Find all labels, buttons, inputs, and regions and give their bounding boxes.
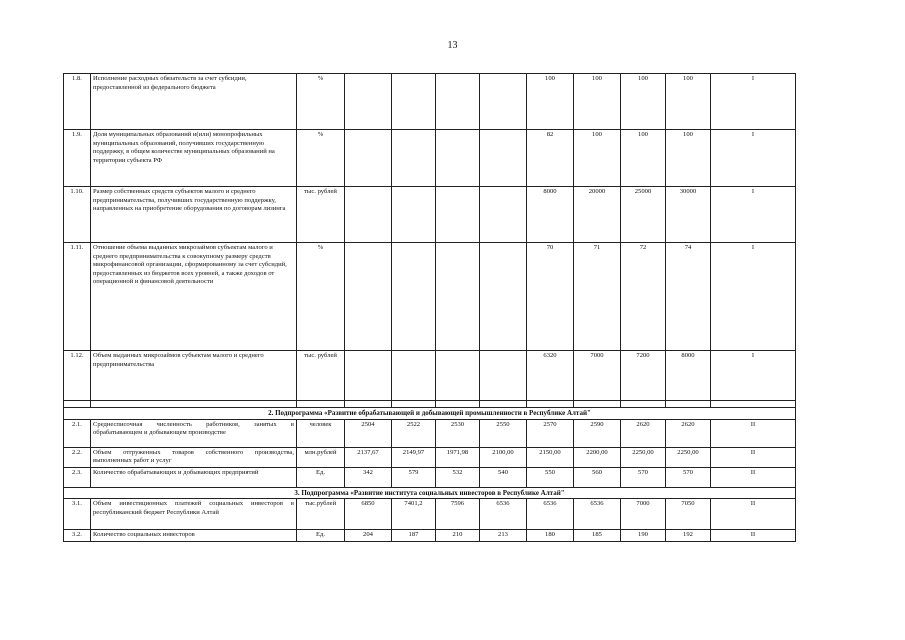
empty-cell <box>392 401 436 408</box>
indicator-type: I <box>711 351 796 401</box>
value-cell: 2137,67 <box>345 447 392 467</box>
indicator-type: II <box>711 419 796 447</box>
section-header-2 <box>64 408 796 420</box>
value-cell: 570 <box>621 467 666 487</box>
value-cell <box>436 187 480 243</box>
indicator-name: Количество социальных инвесторов <box>91 530 297 542</box>
value-cell <box>480 187 527 243</box>
indicator-type: I <box>711 187 796 243</box>
value-cell: 6536 <box>527 499 574 530</box>
row-number: 2.1. <box>64 419 91 447</box>
value-cell: 204 <box>345 530 392 542</box>
value-cell: 6536 <box>480 499 527 530</box>
spacer-row <box>64 401 796 408</box>
indicator-name: Объем отгруженных товаров собственного производства, выполненных работ и услуг <box>91 447 297 467</box>
table-row <box>64 419 796 447</box>
row-number: 1.9. <box>64 130 91 187</box>
value-cell <box>480 351 527 401</box>
value-cell <box>392 351 436 401</box>
value-cell <box>480 243 527 351</box>
value-cell: 579 <box>392 467 436 487</box>
value-cell <box>345 243 392 351</box>
value-cell <box>480 74 527 130</box>
value-cell <box>345 74 392 130</box>
indicator-type: II <box>711 499 796 530</box>
value-cell: 6320 <box>527 351 574 401</box>
indicators-table <box>63 73 796 542</box>
unit-cell: % <box>297 74 345 130</box>
table-row <box>64 187 796 243</box>
empty-cell <box>711 401 796 408</box>
table-row <box>64 499 796 530</box>
value-cell: 100 <box>527 74 574 130</box>
indicator-type: I <box>711 130 796 187</box>
row-number: 3.1. <box>64 499 91 530</box>
table-row <box>64 351 796 401</box>
indicator-name: Исполнение расходных обязательств за счет субсидии, предоставленной из федерального бюджета <box>91 74 297 130</box>
value-cell: 100 <box>666 130 711 187</box>
value-cell: 74 <box>666 243 711 351</box>
empty-cell <box>527 401 574 408</box>
indicator-name: Объем выданных микрозаймов субъектам малого и среднего предпринимательства <box>91 351 297 401</box>
empty-cell <box>480 401 527 408</box>
value-cell <box>392 74 436 130</box>
table-row <box>64 467 796 487</box>
value-cell: 2522 <box>392 419 436 447</box>
value-cell: 100 <box>574 74 621 130</box>
value-cell <box>436 74 480 130</box>
value-cell: 2100,00 <box>480 447 527 467</box>
value-cell: 540 <box>480 467 527 487</box>
section-header-3 <box>64 487 796 499</box>
table-row <box>64 447 796 467</box>
table-row <box>64 74 796 130</box>
value-cell: 560 <box>574 467 621 487</box>
value-cell <box>345 130 392 187</box>
value-cell <box>345 351 392 401</box>
indicator-type: II <box>711 467 796 487</box>
value-cell: 8000 <box>666 351 711 401</box>
value-cell: 72 <box>621 243 666 351</box>
value-cell <box>345 187 392 243</box>
value-cell: 70 <box>527 243 574 351</box>
unit-cell: % <box>297 130 345 187</box>
indicator-name: Доля муниципальных образований и(или) монопрофильных муниципальных образований, получивших государственную поддержку, в общем количестве муниципальных образований на территории субъекта РФ <box>91 130 297 187</box>
value-cell: 213 <box>480 530 527 542</box>
table-row <box>64 530 796 542</box>
empty-cell <box>436 401 480 408</box>
empty-cell <box>666 401 711 408</box>
value-cell: 7000 <box>574 351 621 401</box>
indicator-name: Среднесписочная численность работников, занятых в обрабатывающем и добывающем производстве <box>91 419 297 447</box>
value-cell: 532 <box>436 467 480 487</box>
value-cell: 2149,97 <box>392 447 436 467</box>
empty-cell <box>91 401 297 408</box>
value-cell: 20000 <box>574 187 621 243</box>
value-cell: 2590 <box>574 419 621 447</box>
value-cell: 100 <box>666 74 711 130</box>
value-cell: 2620 <box>666 419 711 447</box>
page-number: 13 <box>447 40 458 51</box>
value-cell: 2150,00 <box>527 447 574 467</box>
value-cell <box>436 243 480 351</box>
value-cell: 2570 <box>527 419 574 447</box>
row-number: 1.10. <box>64 187 91 243</box>
value-cell: 100 <box>621 130 666 187</box>
unit-cell: тыс. рублей <box>297 187 345 243</box>
row-number: 2.3. <box>64 467 91 487</box>
value-cell: 190 <box>621 530 666 542</box>
value-cell <box>480 130 527 187</box>
row-number: 2.2. <box>64 447 91 467</box>
unit-cell: тыс.рублей <box>297 499 345 530</box>
value-cell: 25000 <box>621 187 666 243</box>
value-cell: 7000 <box>621 499 666 530</box>
value-cell: 2620 <box>621 419 666 447</box>
value-cell: 7050 <box>666 499 711 530</box>
value-cell: 7596 <box>436 499 480 530</box>
value-cell: 185 <box>574 530 621 542</box>
empty-cell <box>574 401 621 408</box>
value-cell: 100 <box>574 130 621 187</box>
value-cell: 100 <box>621 74 666 130</box>
value-cell <box>436 130 480 187</box>
indicator-name: Объем инвестиционных платежей социальных инвесторов в республиканский бюджет Республики Алтай <box>91 499 297 530</box>
indicator-type: I <box>711 243 796 351</box>
indicator-name: Размер собственных средств субъектов малого и среднего предпринимательства, получивших государственную поддержку, направленных на приобретение оборудования по договорам лизинга <box>91 187 297 243</box>
row-number: 3.2. <box>64 530 91 542</box>
unit-cell: Ед. <box>297 530 345 542</box>
empty-cell <box>345 401 392 408</box>
value-cell: 6536 <box>574 499 621 530</box>
empty-cell <box>621 401 666 408</box>
row-number: 1.12. <box>64 351 91 401</box>
value-cell: 570 <box>666 467 711 487</box>
value-cell: 187 <box>392 530 436 542</box>
empty-cell <box>297 401 345 408</box>
unit-cell: Ед. <box>297 467 345 487</box>
unit-cell: человек <box>297 419 345 447</box>
value-cell: 2530 <box>436 419 480 447</box>
empty-cell <box>64 401 91 408</box>
section-title: 3. Подпрограмма «Развитие института социальных инвесторов в Республике Алтай" <box>64 487 796 499</box>
value-cell: 2250,00 <box>621 447 666 467</box>
value-cell: 2200,00 <box>574 447 621 467</box>
value-cell <box>392 243 436 351</box>
indicator-type: II <box>711 530 796 542</box>
value-cell: 192 <box>666 530 711 542</box>
value-cell: 342 <box>345 467 392 487</box>
table-row <box>64 243 796 351</box>
value-cell <box>392 187 436 243</box>
unit-cell: % <box>297 243 345 351</box>
value-cell: 30000 <box>666 187 711 243</box>
value-cell: 2250,00 <box>666 447 711 467</box>
indicator-name: Отношение объема выданных микрозаймов субъектам малого и среднего предпринимательства к совокупному размеру средств микрофинансовой организации, сформированному за счет субсидий, предоставленных из бюджетов всех уровней, а также доходов от операционной и финансовой деятельности <box>91 243 297 351</box>
value-cell: 7200 <box>621 351 666 401</box>
unit-cell: тыс. рублей <box>297 351 345 401</box>
value-cell: 71 <box>574 243 621 351</box>
indicator-type: II <box>711 447 796 467</box>
value-cell: 550 <box>527 467 574 487</box>
value-cell: 8000 <box>527 187 574 243</box>
value-cell: 2550 <box>480 419 527 447</box>
section-title: 2. Подпрограмма «Развитие обрабатывающей и добывающей промышленности в Республике Алтай" <box>64 408 796 420</box>
value-cell: 1971,98 <box>436 447 480 467</box>
indicator-type: I <box>711 74 796 130</box>
row-number: 1.11. <box>64 243 91 351</box>
row-number: 1.8. <box>64 74 91 130</box>
value-cell <box>392 130 436 187</box>
value-cell <box>436 351 480 401</box>
value-cell: 2504 <box>345 419 392 447</box>
value-cell: 180 <box>527 530 574 542</box>
value-cell: 6850 <box>345 499 392 530</box>
value-cell: 7401,2 <box>392 499 436 530</box>
indicator-name: Количество обрабатывающих и добывающих предприятий <box>91 467 297 487</box>
value-cell: 210 <box>436 530 480 542</box>
value-cell: 82 <box>527 130 574 187</box>
unit-cell: млн.рублей <box>297 447 345 467</box>
table-row <box>64 130 796 187</box>
